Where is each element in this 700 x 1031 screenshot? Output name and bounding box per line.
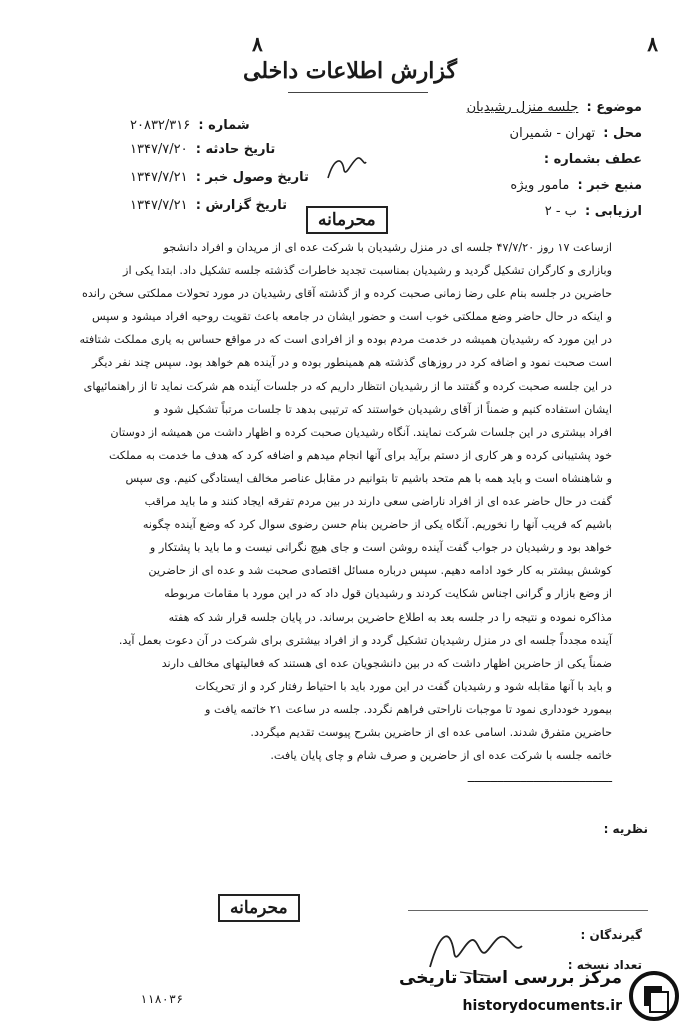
field-received-date [126,170,309,185]
confidential-stamp-top: محرمانه [306,206,388,234]
body-line: گفت در حال حاضر عده ای از افراد ناراضی سعی دارند در بین مردم تفرقه ایجاد کنند و ما باید مراقب [144,495,612,509]
field-value: جلسه منزل رشیدیان [466,100,579,115]
body-line: بیمورد خودداری نمود تا موجبات ناراحتی فراهم نگردد. جلسه در ساعت ۲۱ خاتمه یافت و [205,702,612,716]
body-line: است صحبت نمود و اضافه کرد در روزهای گذشته هم همینطور بوده و در آینده هم خواهد بود. سپس چند نفر دیگر [91,356,612,370]
field-report-date [126,198,287,213]
body-line: باشیم که فریب آنها را نخوریم. آنگاه یکی از حاضرین بنام حسن رضوی سوال کرد که وضع آینده چگونه [142,518,612,532]
corner-mark-right: ۸ [647,32,658,56]
report-body [67,236,612,790]
body-line: خاتمه جلسه با شرکت عده ای از حاضرین و صرف شام و چای پایان یافت. [270,749,612,763]
body-line: ایشان استفاده کنیم و ضمناً از آقای رشیدیان خواستند که ترتیبی بدهد تا جلسات مرتباً تشکیل شود و [154,402,612,416]
field-location [506,126,642,141]
body-line: ازساعت ۱۷ روز ۴۷/۷/۲۰ جلسه ای در منزل رشیدیان با شرکت عده ای از مریدان و افراد دانشجو [163,241,612,254]
body-line: خواهد بود و رشیدیان در جواب گفت آینده روشن است و جای هیچ نگرانی نیست و ما باید با پشتکار و [149,541,612,555]
field-value: ب - ۲ [544,204,577,219]
watermark-url: historydocuments.ir [462,998,622,1014]
field-label: منبع خبر : [577,178,642,193]
field-value: ۱۳۴۷/۷/۲۱ [130,198,188,213]
footer-divider [408,910,648,911]
body-line: وبازاری و کارگران تشکیل گردید و رشیدیان بمناسبت تجدید خاطرات گذشته جلسه تشکیل داد. ابتدا یکی از [123,264,612,278]
body-line: مذاکره نموده و نتیجه را در جلسه بعد به اطلاع حاضرین برساند. در پایان جلسه قرار شد که هفته [168,610,612,624]
body-line: کوشش بیشتر به کار خود ادامه دهیم. سپس درباره مسائل اقتصادی صحبت شد و عده ای از حاضرین [148,564,612,578]
field-evaluation [541,204,642,219]
field-value: ۱۳۴۷/۷/۲۰ [130,142,188,157]
body-line: افراد بیشتری در این جلسات شرکت نمایند. آنگاه رشیدیان صحبت کرده و اظهار داشت من همیشه از دوستان [110,425,612,439]
field-label: محل : [603,126,642,141]
body-line: و باید با آنها مقابله شود و رشیدیان گفت در این مورد باید با احتیاط رفتار کرد و از تحریکات [195,679,612,693]
watermark-title: مرکز بررسی اسناد تاریخی [399,968,622,988]
document-title: گزارش اطلاعات داخلی [243,58,457,84]
field-label: تاریخ وصول خبر : [195,170,309,185]
archive-logo-icon [628,970,680,1022]
field-incident-date [126,142,275,157]
field-label: تاریخ گزارش : [195,198,288,213]
copies-label: تعداد نسخه : [567,958,642,972]
field-label: تاریخ حادثه : [195,142,276,157]
body-line: آینده مجدداً جلسه ای در منزل رشیدیان تشکیل گردد و از افراد بیشتری برای شرکت در آن دعوت بعمل آید. [118,633,612,647]
field-value [536,152,544,167]
field-source [506,178,642,193]
note-label: نظریه : [603,822,648,836]
body-line: ضمناً یکی از حاضرین اظهار داشت که در بین دانشجویان عده ای هستند که فعالیتهای مخالف دارند [161,656,612,670]
field-value: ۲۰۸۳۲/۳۱۶ [130,118,191,133]
field-subject [463,100,642,115]
handwritten-mark-icon [322,148,372,188]
body-line: ــــــــــــــــــــــــــــــــــــــــــــ [467,772,612,786]
field-value: مامور ویژه [510,178,570,193]
body-line: از وضع بازار و گرانی اجناس شکایت کردند و رشیدیان قول داد که در این مورد با مقامات مربوطه [164,587,612,601]
document-number: ۱۱۸۰۳۶ [140,992,184,1006]
field-label: شماره : [198,118,250,133]
confidential-stamp-bottom: محرمانه [218,894,300,922]
body-line: حاضرین در جلسه بنام علی رضا زمانی صحبت کرده و از گذشته آقای رشیدیان در مورد تحولات مملکتی سخن رانده [81,287,612,301]
body-line: حاضرین متفرق شدند. اسامی عده ای از حاضرین بشرح پیوست تقدیم میگردد. [250,725,612,739]
field-label: موضوع : [586,100,642,115]
recipients-label: گیرندگان : [580,928,642,942]
field-label: ارزیابی : [585,204,642,219]
corner-mark-left: ۸ [252,32,263,56]
body-line: و اینکه در حال حاضر وضع مملکتی خوب است و حضور ایشان در جامعه باعث تقویت روحیه افراد میشود و سپس [91,310,612,324]
title-underline [288,92,428,93]
field-value: تهران - شمیران [509,126,596,141]
field-reference [536,152,642,167]
archive-watermark [386,968,686,1026]
body-line: و شاهنشاه است و باید همه با هم متحد باشیم تا بتوانیم در مقابل عناصر مخالف ایستادگی کنیم. وی سپس [125,471,612,485]
field-value: ۱۳۴۷/۷/۲۱ [130,170,188,185]
field-label: عطف بشماره : [543,152,642,167]
body-line: در این مورد که رشیدیان همیشه در خدمت مردم بوده و از افرادی است که در مواقع حساس به یاری مملکت شتافته [79,333,612,347]
body-line: در این جلسه صحبت کرده و گفتند ما از رشیدیان انتظار داریم که در جلسات آینده هم شرکت نماید تا از راهنمائیهای [83,379,612,393]
body-line: خود پشتیبانی کرده و هر کاری از دستم برآید برای آنها انجام میدهم و اضافه کرد که هدف ما خدمت به مملکت [108,448,612,462]
field-number [126,118,250,133]
